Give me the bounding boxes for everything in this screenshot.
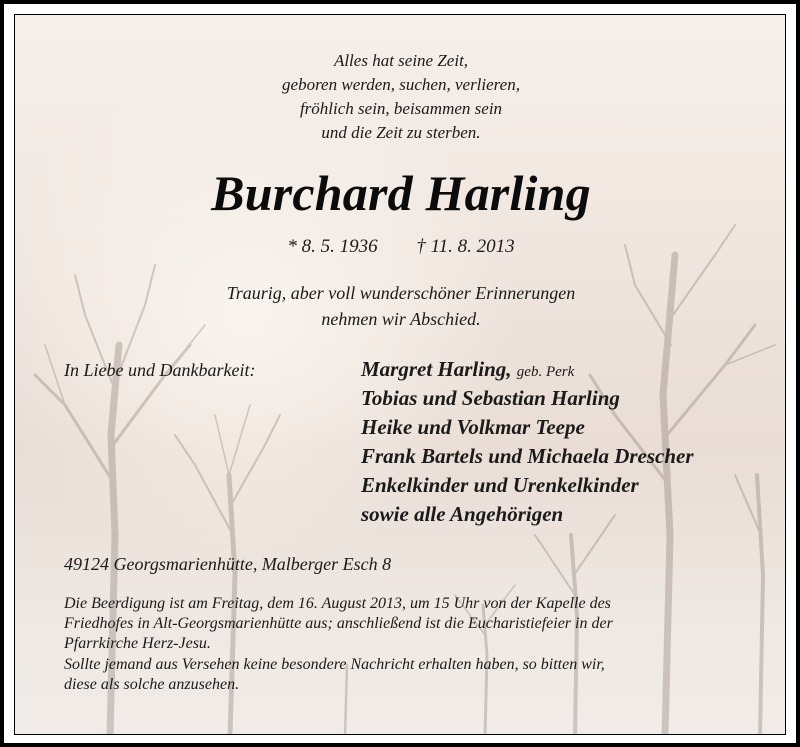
family-member: Tobias und Sebastian Harling <box>361 386 620 410</box>
family-first-name: Margret Harling, <box>361 357 512 381</box>
address: 49124 Georgsmarienhütte, Malberger Esch 8 <box>64 554 392 574</box>
notice-inner-frame <box>14 14 786 735</box>
poem-line: geboren werden, suchen, verlieren, <box>282 75 520 94</box>
family-member: Heike und Volkmar Teepe <box>361 415 585 439</box>
thanks-label: In Liebe und Dankbarkeit: <box>64 360 256 380</box>
poem-line: Alles hat seine Zeit, <box>333 51 469 70</box>
notice-line: diese als solche anzusehen. <box>64 676 240 693</box>
mourning-text <box>15 280 786 332</box>
mourning-line: Traurig, aber voll wunderschöner Erinnerungen <box>226 283 576 303</box>
mourning-line: nehmen wir Abschied. <box>321 309 481 329</box>
family-member: Frank Bartels und Michaela Drescher <box>361 444 694 468</box>
family-list <box>361 355 694 529</box>
life-dates <box>15 235 786 259</box>
funeral-info <box>64 594 754 654</box>
poem-line: und die Zeit zu sterben. <box>321 123 481 142</box>
family-member <box>361 355 694 384</box>
deceased-name: Burchard Harling <box>211 165 591 221</box>
poem-verse <box>15 49 786 145</box>
family-member: Enkelkinder und Urenkelkinder <box>361 473 639 497</box>
notice-line: Sollte jemand aus Versehen keine besondere Nachricht erhalten haben, so bitten wir, <box>64 656 605 673</box>
birth-date: * 8. 5. 1936 <box>287 236 378 257</box>
poem-line: fröhlich sein, beisammen sein <box>299 99 503 118</box>
family-member: sowie alle Angehörigen <box>361 502 564 526</box>
family-first-nee: geb. Perk <box>516 364 575 380</box>
notice-info <box>64 655 754 695</box>
death-date: † 11. 8. 2013 <box>416 236 515 257</box>
funeral-line: Die Beerdigung ist am Freitag, dem 16. August 2013, um 15 Uhr von der Kapelle des <box>64 595 611 612</box>
funeral-line: Pfarrkirche Herz-Jesu. <box>64 635 211 652</box>
funeral-line: Friedhofes in Alt-Georgsmarienhütte aus; anschließend ist die Eucharistiefeier in der <box>64 615 613 632</box>
